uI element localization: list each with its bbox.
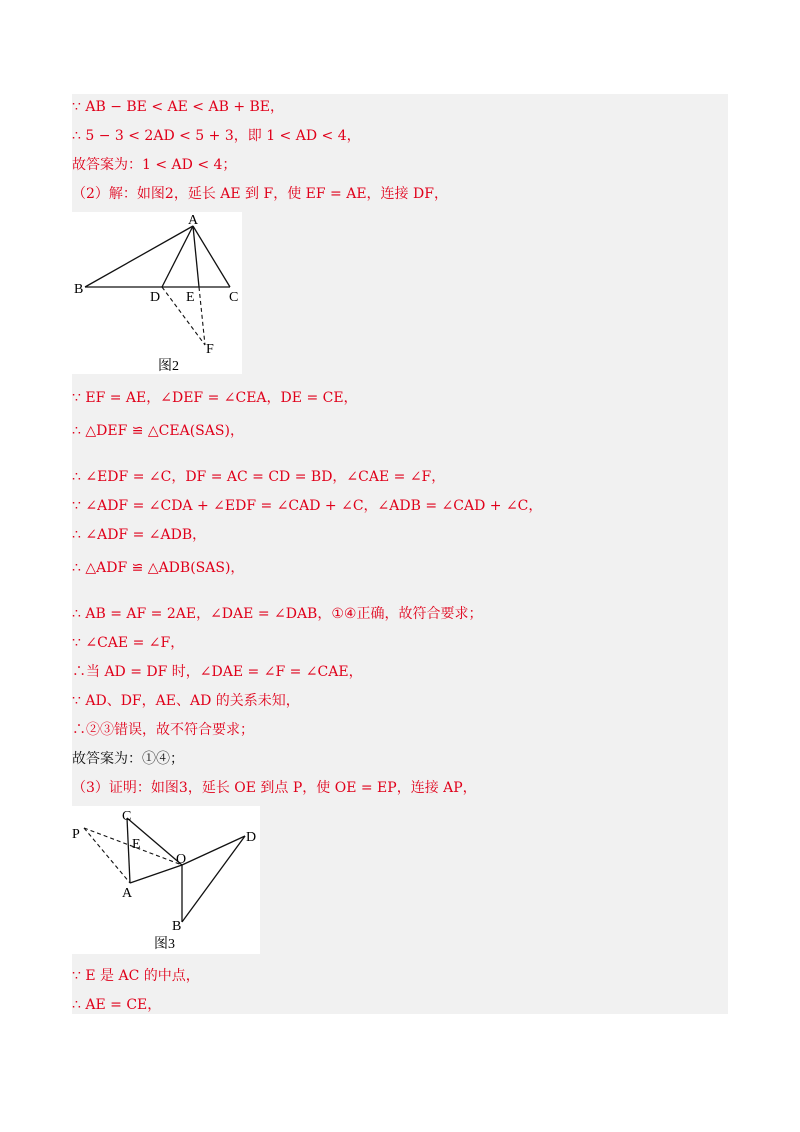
solution-line-19: ∴ AE = CE， (72, 997, 162, 1013)
fig2-label-A: A (188, 213, 199, 228)
solution-line-13: ∴当 AD = DF 时，∠DAE = ∠F = ∠CAE， (72, 664, 363, 680)
solution-line-11: ∴ AB = AF = 2AE，∠DAE = ∠DAB，①④正确，故符合要求； (72, 606, 483, 622)
fig3-label-P: P (72, 827, 80, 842)
solution-line-7: ∴ ∠EDF = ∠C，DF = AC = CD = BD，∠CAE = ∠F， (72, 469, 446, 485)
solution-line-14: ∵ AD、DF，AE、AD 的关系未知， (72, 693, 300, 709)
solution-line-3: 故答案为：1 < AD < 4； (72, 157, 237, 173)
solution-line-2: ∴ 5 − 3 < 2AD < 5 + 3，即 1 < AD < 4， (72, 128, 361, 144)
solution-line-1: ∵ AB − BE < AE < AB + BE， (72, 99, 285, 115)
fig3-label-C: C (122, 809, 132, 824)
fig2-label-B: B (74, 282, 84, 297)
solution-line-8: ∵ ∠ADF = ∠CDA + ∠EDF = ∠CAD + ∠C，∠ADB = ∠CAD + ∠C， (72, 498, 543, 514)
fig3-label-B: B (172, 919, 182, 934)
solution-line-9: ∴ ∠ADF = ∠ADB， (72, 527, 207, 543)
solution-line-10: ∴ △ADF ≌ △ADB(SAS)， (72, 560, 245, 576)
solution-line-16: 故答案为：①④； (72, 751, 184, 767)
fig3-label-E: E (132, 837, 141, 852)
solution-line-5: ∵ EF = AE，∠DEF = ∠CEA，DE = CE， (72, 390, 358, 406)
solution-line-18: ∵ E 是 AC 的中点， (72, 968, 200, 984)
fig3-label-O: O (176, 852, 187, 867)
fig3-label-A: A (122, 886, 133, 901)
solution-line-6: ∴ △DEF ≌ △CEA(SAS)， (72, 423, 244, 439)
fig3-label-D: D (246, 830, 257, 845)
solution-line-17: （3）证明：如图3，延长 OE 到点 P，使 OE = EP，连接 AP， (72, 780, 477, 796)
fig2-label-F: F (206, 342, 214, 357)
fig2-label-E: E (186, 290, 195, 305)
fig2-label-D: D (150, 290, 161, 305)
fig2-caption: 图2 (158, 359, 179, 374)
fig3-caption: 图3 (154, 937, 175, 952)
solution-line-4: （2）解：如图2，延长 AE 到 F，使 EF = AE，连接 DF， (72, 186, 448, 202)
solution-line-15: ∴②③错误，故不符合要求； (72, 722, 254, 738)
solution-line-12: ∵ ∠CAE = ∠F， (72, 635, 185, 651)
figure-3 (72, 806, 260, 954)
figure-2 (72, 212, 242, 374)
fig2-label-C: C (229, 290, 239, 305)
